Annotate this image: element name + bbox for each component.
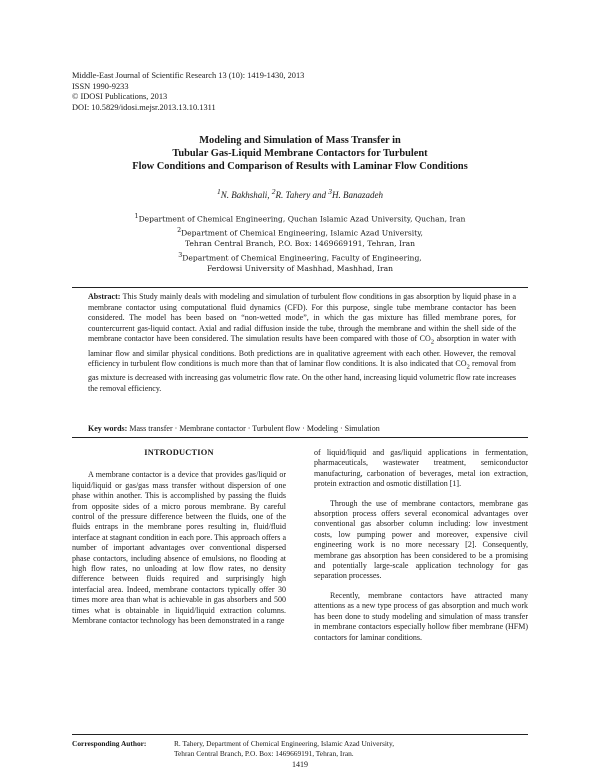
intro-paragraph-4: Recently, membrane contactors have attracted many attentions as a new type process of gas absorption and much work has been done to study modeling and simulation of mass transfer in membrane contactors especially hollow fiber membrane (HFM) contactors for laminar conditions. (314, 590, 528, 642)
corresponding-author (72, 739, 532, 759)
affiliation-superscript: 2 (177, 226, 182, 234)
abstract-subscript-2: 2 (466, 363, 470, 371)
affiliations (60, 211, 540, 275)
affiliation-line (60, 225, 540, 239)
intro-paragraph-2: of liquid/liquid and gas/liquid applications in fermentation, pharmaceuticals, wastewater treatment, semiconductor manufacturing, carbonation of beverages, metal ion extraction, protein extraction and osmotic distillation [1]. (314, 448, 528, 489)
affiliation-superscript: 3 (178, 251, 183, 259)
section-heading-introduction: INTRODUCTION (144, 448, 214, 457)
doi: DOI: 10.5829/idosi.mejsr.2013.13.10.1311 (72, 102, 216, 112)
author-3: H. Banazadeh (331, 190, 383, 200)
affiliation-text: Ferdowsi University of Mashhad, Mashhad, Iran (206, 264, 394, 274)
abstract-top-rule (72, 287, 528, 288)
corresponding-author-line-1: R. Tahery, Department of Chemical Engineering, Islamic Azad University, (174, 739, 395, 748)
journal-header (72, 71, 304, 113)
intro-paragraph-3: Through the use of membrane contactors, membrane gas absorption process offers several economical advantages over conventional gas absorber column including: low investment costs, low pumping power and moreover, expensive civil engineering work is no more necessary [2]. Consequently, membrane gas absorption has been considered to be a promising and potentially large-scale application technology for gas separation processes. (314, 498, 528, 581)
author-1-superscript: 1 (217, 187, 221, 196)
abstract (88, 292, 516, 395)
title-line-1: Modeling and Simulation of Mass Transfer in (199, 135, 401, 146)
author-2-superscript: 2 (271, 187, 276, 196)
author-2: R. Tahery and (275, 190, 326, 200)
abstract-label: Abstract: (88, 292, 121, 301)
corresponding-author-label: Corresponding Author: (72, 739, 147, 748)
journal-citation: Middle-East Journal of Scientific Research 13 (10): 1419-1430, 2013 (72, 71, 305, 80)
right-column (314, 448, 528, 643)
keywords (88, 424, 518, 433)
affiliation-text: Department of Chemical Engineering, Islamic Azad University, (181, 228, 423, 238)
page-number: 1419 (292, 760, 308, 769)
affiliation-text: Department of Chemical Engineering, Quchan Islamic Azad University, Quchan, Iran (138, 214, 466, 224)
title-line-2: Tubular Gas-Liquid Membrane Contactors for Turbulent (172, 148, 428, 159)
keywords-label: Key words: (88, 424, 128, 433)
affiliation-line (60, 250, 540, 264)
abstract-text-1: This Study mainly deals with modeling and simulation of turbulent flow conditions in gas absorption by liquid phase in a membrane contactor using computational fluid dynamics (CFD). For this purpose, single tube membrane contactor has been considered. The model has been based on “non-wetted mode”, in which the gas mixture has filled membrane pores, for countercurrent gas-liquid contact. Axial and radial diffusion inside the tube, through the membrane and within the shell side of the membrane contactor have been considered. The simulation results have been compared with those of CO (88, 292, 516, 344)
keywords-text: Mass transfer · Membrane contactor · Turbulent flow · Modeling · Simulation (129, 424, 380, 433)
left-column (72, 448, 286, 627)
affiliation-line (60, 211, 540, 225)
affiliation-superscript: 1 (134, 213, 139, 220)
author-1: N. Bakhshali, (220, 190, 270, 200)
paper-title (60, 134, 540, 173)
copyright: © IDOSI Publications, 2013 (72, 92, 168, 102)
affiliation-text: Tehran Central Branch, P.O. Box: 1469669191, Tehran, Iran (184, 239, 416, 249)
affiliation-line (60, 263, 540, 274)
abstract-text-2: absorption in water with laminar flow and similar physical conditions. Both predictions are in qualitative agreement with each other. However, the removal efficiency in turbulent flow conditions is much more than that of laminar flow conditions. It is also indicated that CO (88, 334, 516, 369)
title-line-3: Flow Conditions and Comparison of Results with Laminar Flow Conditions (132, 161, 468, 172)
abstract-text-3: removal from gas mixture is decreased with increasing gas volumetric flow rate. On the other hand, increasing liquid volumetric flow rate increases the removal efficiency. (88, 359, 517, 393)
keywords-bottom-rule (72, 437, 528, 438)
issn: ISSN 1990-9233 (72, 81, 129, 91)
footnote-rule (72, 734, 528, 735)
corresponding-author-line-2: Tehran Central Branch, P.O. Box: 1469669191, Tehran, Iran. (174, 749, 354, 758)
affiliation-text: Department of Chemical Engineering, Faculty of Engineering, (182, 253, 422, 263)
author-3-superscript: 3 (328, 187, 332, 196)
author-list (60, 187, 540, 200)
abstract-subscript-1: 2 (430, 338, 435, 346)
affiliation-line (60, 238, 540, 249)
intro-paragraph-1: A membrane contactor is a device that provides gas/liquid or liquid/liquid or gas/gas mass transfer without dispersion of one phase within another. This is accomplished by passing the fluids from opposite sides of a micro porous membrane. By careful control of the pressure difference between the fluids, one of the fluids entraps in the membrane pores resulting in, fluid/fluid interface at stagnant condition in each pore. This approach offers a number of important advantages over conventional dispersed phase contactors, including absence of emulsions, no flooding at high flow rates, no unloading at low flow rates, no density difference between fluids required and surprisingly high interfacial area. Indeed, membrane contactors typically offer 30 times more area than what is achievable in gas absorbers and 500 times what is obtainable in liquid/liquid extraction columns. Membrane contactor technology has been demonstrated in a range (72, 470, 286, 626)
